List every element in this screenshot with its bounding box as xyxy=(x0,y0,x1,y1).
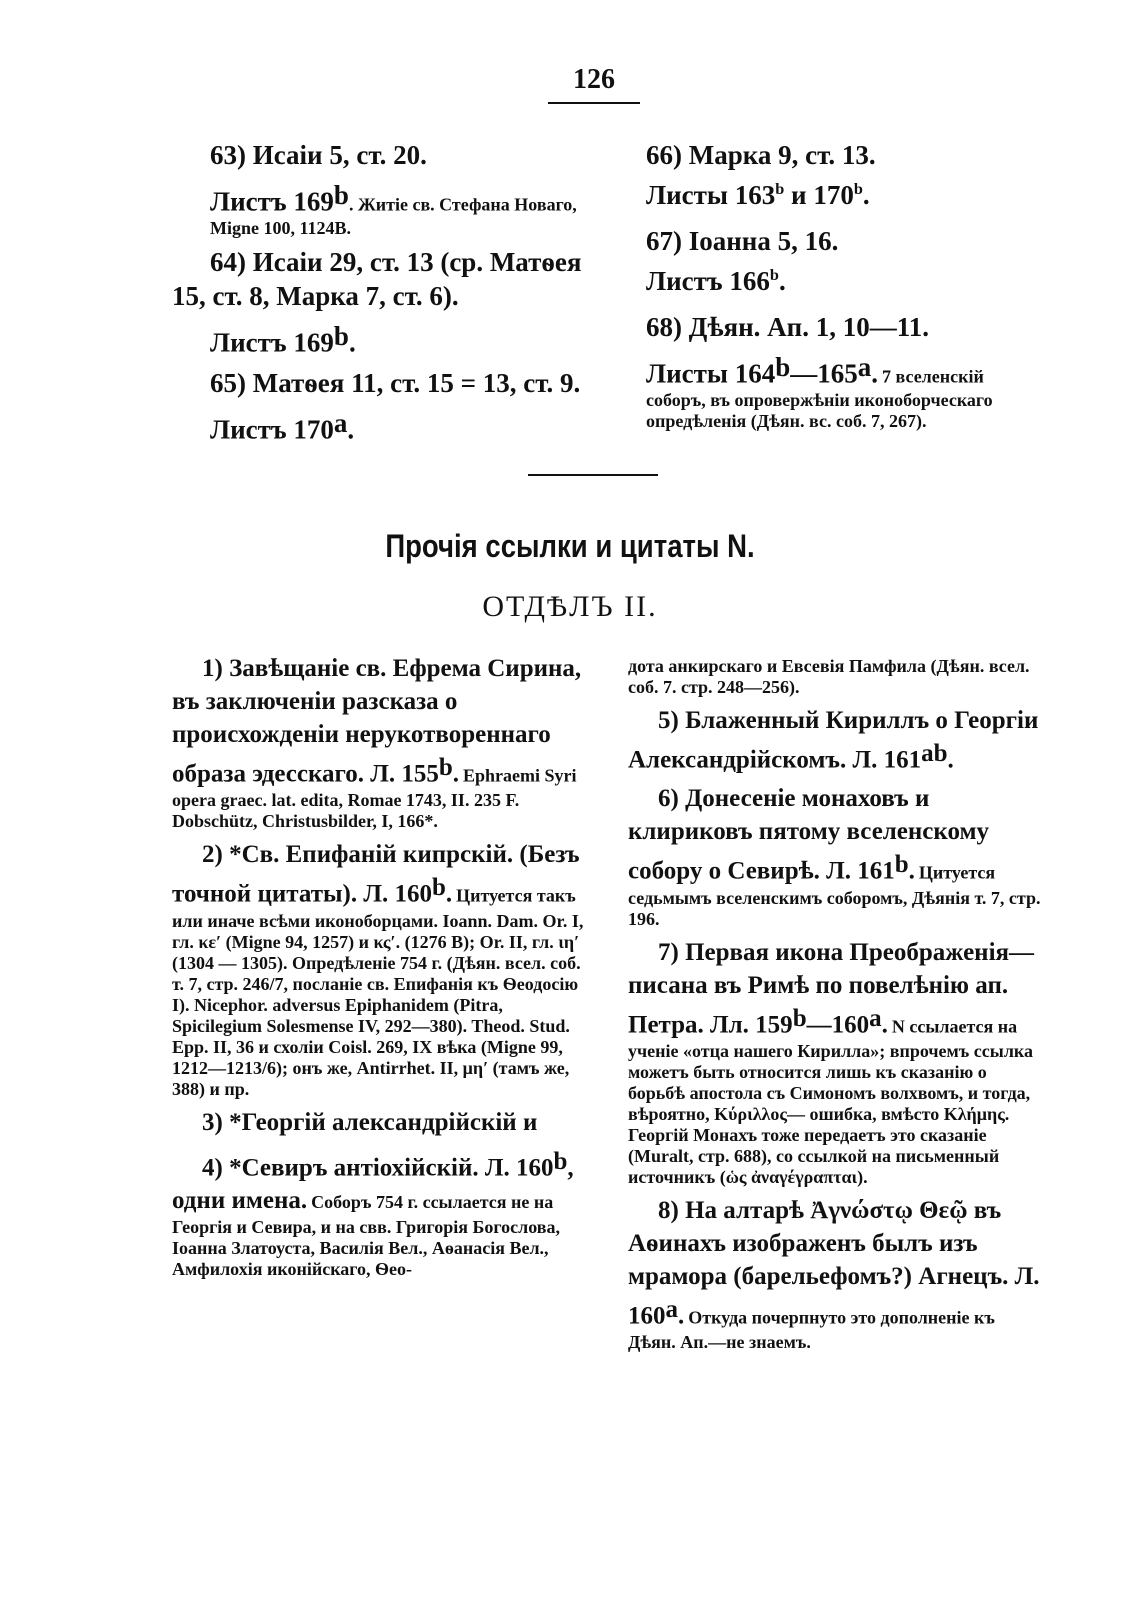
entry-67-tail: . xyxy=(778,266,786,296)
entry-1-main: 1) Завѣщаніе св. Ефрема Сирина, въ заключеніи разсказа о происхожденіи нерукотвореннаго образа эдесскаго. Л. 155 xyxy=(172,655,582,788)
entry-66-tail: . xyxy=(862,180,870,210)
entry-2-note: Цитуется такъ или иначе всѣми иконоборцами. Ioann. Dam. Or. I, гл. κε′ (Migne 94, 1257) и κς′. (1276 B); Or. II, гл. ιη′ (1304 — 1305). Опредѣленіе 754 г. (Дѣян. всел. соб. т. 7, стр. 246/7, посланіе св. Епифанія къ Ѳеодосію I). Nicephor. adversus Epiphanidem (Pitra, Spicilegium Solesmense IV, 292—380). Theod. Stud. Epp. II, 36 и схоліи Coisl. 269, IX вѣка (Migne 99, 1212—1213/6); онъ же, Antirrhet. II, μη′ (тамъ же, 388) и пр. xyxy=(172,885,584,1099)
entry-2-tail: . xyxy=(445,880,453,908)
bottom-right-column xyxy=(628,656,1046,1359)
entry-67-sup: b xyxy=(769,266,779,284)
top-left-column xyxy=(172,138,592,452)
entry-64-tail: . xyxy=(348,327,356,358)
entry-63-head: 63) Исаіи 5, ст. 20. xyxy=(210,140,427,170)
page-number: 126 xyxy=(548,64,640,104)
entry-66-sup2: b xyxy=(853,180,863,198)
entry-66-sup1: b xyxy=(775,180,785,198)
entry-66-mid: и 170 xyxy=(784,180,854,210)
entry-68-sup1: b xyxy=(775,352,791,382)
entry-8-sup: a xyxy=(665,1295,678,1323)
entry-67-body xyxy=(628,264,1046,298)
entry-5-main: 5) Блаженный Кириллъ о Георгіи Александрійскомъ. Л. 161 xyxy=(628,707,1039,774)
entry-7-sup2: a xyxy=(869,1004,882,1032)
entry-63-note: . Житіе св. Стефана Новаго, Migne 100, 1124B. xyxy=(210,194,577,239)
entry-7-sup1: b xyxy=(792,1004,807,1032)
section-divider xyxy=(528,474,658,476)
entry-68-mid: —165 xyxy=(790,358,858,389)
entry-67-sheet: Листъ 166 xyxy=(646,266,770,296)
entry-65-tail: . xyxy=(347,413,355,444)
entry-4-note: Соборъ 754 г. ссылается не на Георгія и Севира, и на свв. Григорія Богослова, Іоанна Златоуста, Василія Вел., Аѳанасія Вел., Амфилохія иконійскаго, Ѳео- xyxy=(172,1191,561,1279)
entry-7-mid: —160 xyxy=(806,1010,870,1038)
entry-1-sup: b xyxy=(438,754,453,781)
entry-7 xyxy=(628,936,1046,1188)
entry-65-body xyxy=(172,406,592,446)
entry-2 xyxy=(172,838,592,1099)
entry-7-tail: . xyxy=(881,1010,888,1038)
entry-1-tail: . xyxy=(452,760,459,788)
entry-6-note: Цитуется седьмымъ вселенскимъ соборомъ, Дѣянія т. 7, стр. 196. xyxy=(628,862,1041,929)
entry-67-head: 67) Іоанна 5, 16. xyxy=(646,226,839,256)
entry-64-head: 64) Исаіи 29, ст. 13 (ср. Матѳея 15, ст. 8, Марка 7, ст. 6). xyxy=(172,247,582,312)
entry-66-body xyxy=(628,178,1046,212)
entry-2-sup: b xyxy=(431,874,446,902)
entry-8-main: 8) На алтарѣ Ἀγνώστῳ Θεῷ въ Аѳинахъ изображенъ былъ изъ мрамора (барельефомъ?) Агнецъ. Л. 160 xyxy=(628,1196,1040,1330)
entry-6-main: 6) Донесеніе монаховъ и клириковъ пятому вселенскому собору о Севирѣ. Л. 161 xyxy=(628,785,990,885)
entry-5-sup: ab xyxy=(921,740,948,767)
entry-66-head: 66) Марка 9, ст. 13. xyxy=(646,140,876,170)
entry-3: 3) *Георгій александрійскій и xyxy=(202,1108,538,1136)
section-title: Прочія ссылки и цитаты N. xyxy=(385,528,755,564)
entry-6-tail: . xyxy=(908,857,915,885)
entry-68-sup2: a xyxy=(857,352,872,382)
entry-63-sup: b xyxy=(333,180,349,210)
bottom-left-column xyxy=(172,652,592,1286)
entry-4-main: 4) *Севиръ антіохійскій. Л. 160 xyxy=(202,1153,554,1181)
entry-63-sheet: Листъ 169 xyxy=(210,186,334,217)
entry-4-sup: b xyxy=(553,1147,568,1175)
entry-6 xyxy=(628,782,1046,929)
entry-1-note: Ephraemi Syri opera graec. lat. edita, Romae 1743, II. 235 F. Dobschütz, Christusbilder, I, 166*. xyxy=(172,765,577,832)
entry-65-head: 65) Матѳея 11, ст. 15 = 13, ст. 9. xyxy=(210,367,581,398)
entry-4-continuation: дота анкирскаго и Евсевія Памфила (Дѣян. всел. соб. 7. стр. 248—256). xyxy=(628,656,1030,697)
entry-8-tail: . xyxy=(678,1302,685,1330)
entry-64-sup: b xyxy=(333,321,349,352)
top-right-column xyxy=(628,138,1046,438)
entry-63-body xyxy=(172,178,592,239)
department-title: ОТДѢЛЪ II. xyxy=(482,590,658,623)
entry-8-note: Откуда почерпнуто это дополненіе къ Дѣян. Ап.—не знаемъ. xyxy=(628,1307,995,1353)
entry-4 xyxy=(172,1145,592,1280)
entry-8 xyxy=(628,1194,1046,1353)
entry-6-sup: b xyxy=(894,851,909,879)
entry-5 xyxy=(628,704,1046,776)
entry-64-body xyxy=(172,319,592,359)
entry-5-tail: . xyxy=(947,746,954,774)
entry-68-head: 68) Дѣян. Ап. 1, 10—11. xyxy=(646,312,929,342)
entry-68-sheet: Листы 164 xyxy=(646,358,776,389)
entry-66-sheet: Листы 163 xyxy=(646,180,776,210)
entry-7-main: 7) Первая икона Преображенія—писана въ Римѣ по повелѣнію ап. Петра. Лл. 159 xyxy=(628,938,1035,1038)
entry-2-main: 2) *Св. Епифаній кипрскій. (Безъ точной цитаты). Л. 160 xyxy=(172,841,580,908)
entry-65-sheet: Листъ 170 xyxy=(210,413,334,444)
entry-1 xyxy=(172,652,592,832)
entry-65-sup: a xyxy=(333,407,348,438)
entry-68-tail: . xyxy=(871,358,879,389)
entry-4-tail: , одни имена. xyxy=(172,1153,574,1214)
entry-7-note: N ссылается на ученіе «отца нашего Кирилла»; впрочемъ ссылка можетъ быть относится лишь къ сказанію о борьбѣ апостола съ Симономъ волхвомъ, и тогда, вѣроятно, Κύριλλος— ошибка, вмѣсто Κλήμης. Георгій Монахъ тоже передаетъ это сказаніе (Muralt, стр. 688), со ссылкой на письменный источникъ (ὡς ἀναγέγραπται). xyxy=(628,1015,1034,1187)
entry-68-body xyxy=(628,350,1046,432)
entry-64-sheet: Листъ 169 xyxy=(210,327,334,358)
entry-68-note: 7 вселенскій соборъ, въ опровержѣніи иконоборческаго опредѣленія (Дѣян. вс. соб. 7, 267). xyxy=(646,366,993,432)
